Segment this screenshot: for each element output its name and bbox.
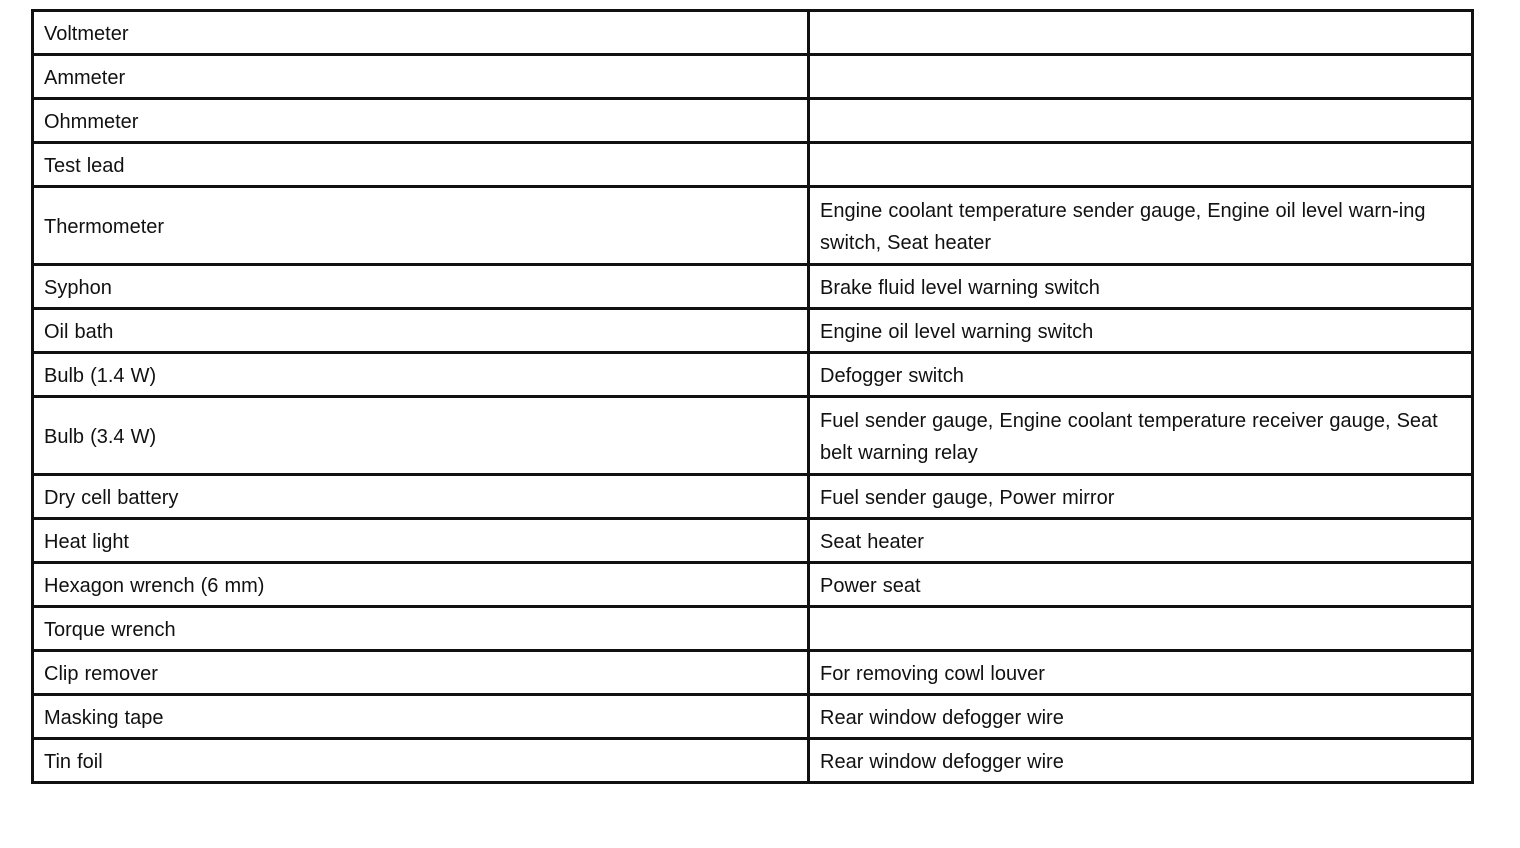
tool-use-cell: Seat heater [809, 519, 1473, 563]
table-row [33, 519, 1473, 563]
tool-use-cell: Rear window defogger wire [809, 739, 1473, 783]
table-row [33, 55, 1473, 99]
tool-name-cell: Dry cell battery [33, 475, 809, 519]
tool-name-cell: Oil bath [33, 309, 809, 353]
tool-use-cell: Engine oil level warning switch [809, 309, 1473, 353]
table-row [33, 651, 1473, 695]
tool-name-cell: Voltmeter [33, 11, 809, 55]
table-row [33, 397, 1473, 475]
tool-name-cell: Heat light [33, 519, 809, 563]
tool-name-cell: Test lead [33, 143, 809, 187]
tool-use-cell: Rear window defogger wire [809, 695, 1473, 739]
tool-use-cell: Fuel sender gauge, Engine coolant temperature receiver gauge, Seat belt warning relay [809, 397, 1473, 475]
tools-table [31, 9, 1474, 784]
tool-use-cell: For removing cowl louver [809, 651, 1473, 695]
tool-name-cell: Hexagon wrench (6 mm) [33, 563, 809, 607]
tool-use-cell [809, 55, 1473, 99]
tool-use-cell [809, 99, 1473, 143]
tool-name-cell: Syphon [33, 265, 809, 309]
table-row [33, 309, 1473, 353]
tool-use-cell: Engine coolant temperature sender gauge, Engine oil level warn-ing switch, Seat heater [809, 187, 1473, 265]
table-row [33, 739, 1473, 783]
tool-name-cell: Masking tape [33, 695, 809, 739]
tool-use-cell [809, 11, 1473, 55]
tool-use-cell [809, 143, 1473, 187]
tool-use-cell: Fuel sender gauge, Power mirror [809, 475, 1473, 519]
tool-use-cell: Power seat [809, 563, 1473, 607]
table-row [33, 353, 1473, 397]
table-row [33, 99, 1473, 143]
tool-name-cell: Torque wrench [33, 607, 809, 651]
tool-name-cell: Bulb (3.4 W) [33, 397, 809, 475]
table-row [33, 265, 1473, 309]
tool-name-cell: Ammeter [33, 55, 809, 99]
tool-name-cell: Clip remover [33, 651, 809, 695]
table-row [33, 563, 1473, 607]
tools-table-body [33, 11, 1473, 783]
tool-use-cell: Defogger switch [809, 353, 1473, 397]
tool-name-cell: Ohmmeter [33, 99, 809, 143]
tool-name-cell: Bulb (1.4 W) [33, 353, 809, 397]
tool-name-cell: Tin foil [33, 739, 809, 783]
table-row [33, 607, 1473, 651]
tool-use-cell: Brake fluid level warning switch [809, 265, 1473, 309]
table-row [33, 11, 1473, 55]
tool-name-cell: Thermometer [33, 187, 809, 265]
table-row [33, 695, 1473, 739]
table-row [33, 187, 1473, 265]
table-row [33, 143, 1473, 187]
table-row [33, 475, 1473, 519]
tool-use-cell [809, 607, 1473, 651]
